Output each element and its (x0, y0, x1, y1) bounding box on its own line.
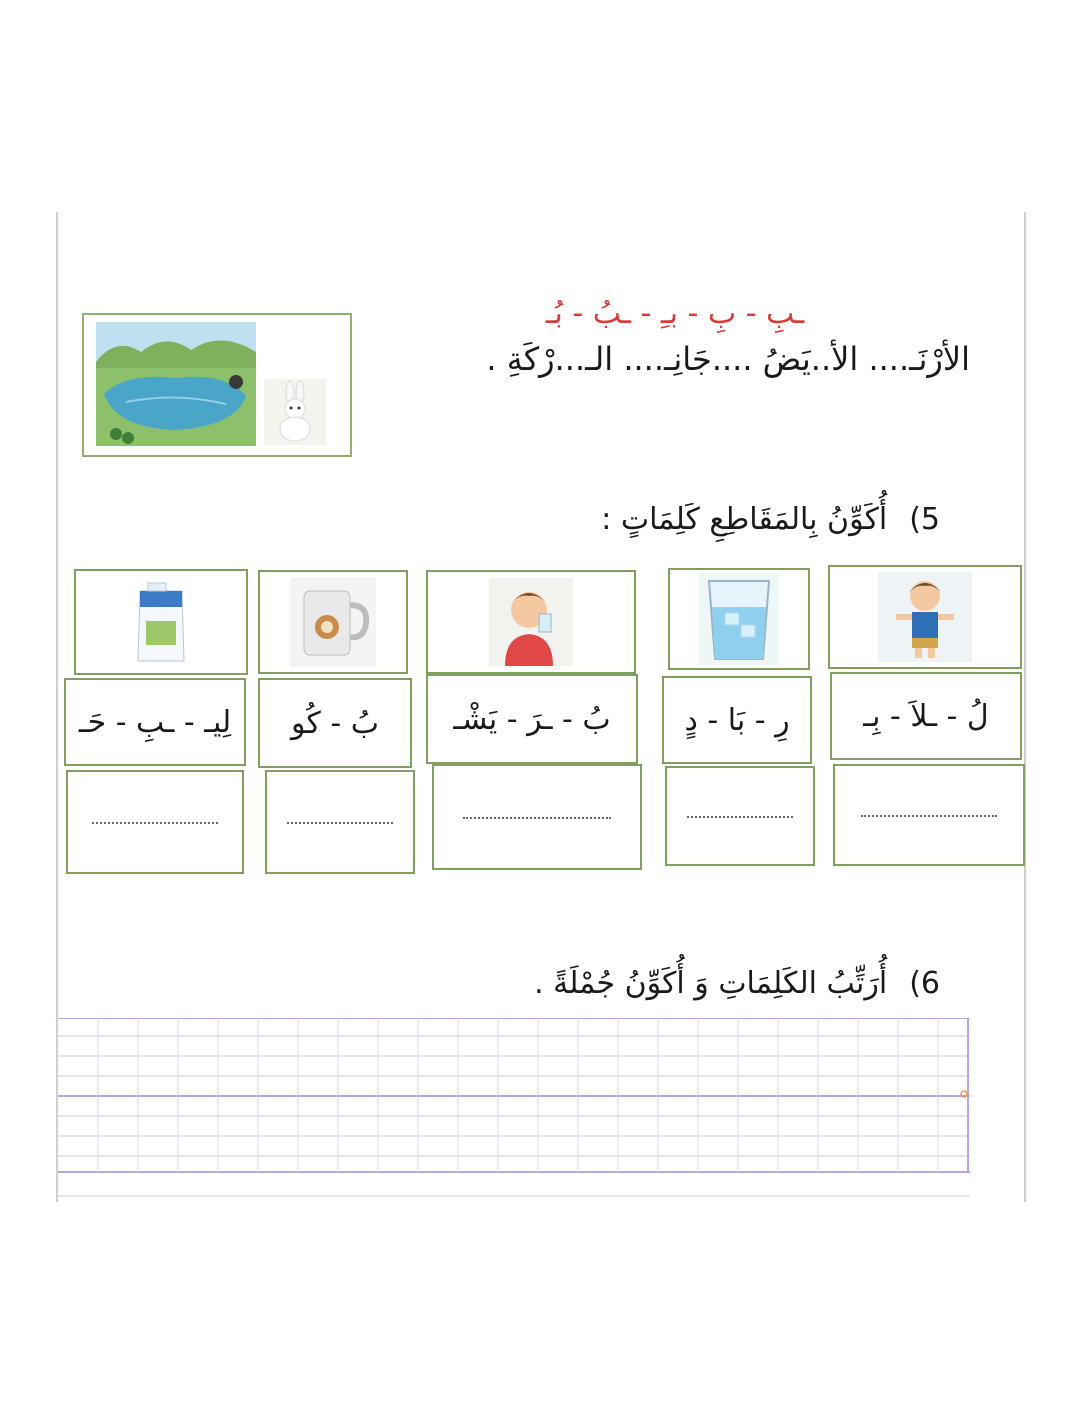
syllables-cell-5: لِيـ - ـبِ - حَـ (64, 678, 246, 766)
page-right-margin (1024, 212, 1026, 1202)
mug-icon (290, 577, 376, 667)
answer-field-1[interactable] (833, 764, 1025, 866)
child-drinking-icon (489, 578, 573, 666)
syllables-cell-4: بُ - كُو (258, 678, 412, 768)
picture-cell-glass (668, 568, 810, 670)
answer-field-5[interactable] (66, 770, 244, 874)
exercise-instruction: أُكَوِّنُ بِالمَقَاطِعِ كَلِمَاتٍ : (601, 502, 888, 537)
answer-field-4[interactable] (265, 770, 415, 874)
exercise-instruction: أُرَتِّبُ الكَلِمَاتِ وَ أُكَوِّنُ جُمْلَةً . (534, 966, 888, 1001)
illustration-box (82, 313, 352, 457)
picture-cell-boy (828, 565, 1022, 669)
answer-field-2[interactable] (665, 766, 815, 866)
handwriting-lines[interactable] (58, 1018, 970, 1200)
picture-cell-mug (258, 570, 408, 674)
syllables-cell-3: بُ - ـرَ - يَشْـ (426, 674, 638, 764)
picture-cell-drinking (426, 570, 636, 674)
rabbit-icon (264, 379, 326, 445)
letter-options: ـبِ - بِ - بـِ - ـبُ - بُـ (545, 296, 805, 331)
exercise-number: 5) (909, 502, 940, 537)
syllables-cell-2: رِ - بَا - دٍ (662, 676, 812, 764)
boy-icon (878, 572, 972, 662)
picture-cell-milk (74, 569, 248, 675)
exercise-number: 6) (909, 966, 940, 1001)
fill-in-sentence[interactable]: الأرْنَـ.... الأ..يَضُ ....جَانِـ.... الـ...رْكَةِ . (486, 340, 970, 378)
exercise-5-title (480, 502, 940, 537)
exercise-6-title (470, 966, 940, 1001)
syllables-cell-1: لُ - ـلاَ - بِـ (830, 672, 1022, 760)
pond-landscape-icon (96, 322, 256, 446)
glass-of-water-icon (699, 573, 779, 665)
answer-field-3[interactable] (432, 764, 642, 870)
milk-carton-icon (126, 577, 196, 667)
